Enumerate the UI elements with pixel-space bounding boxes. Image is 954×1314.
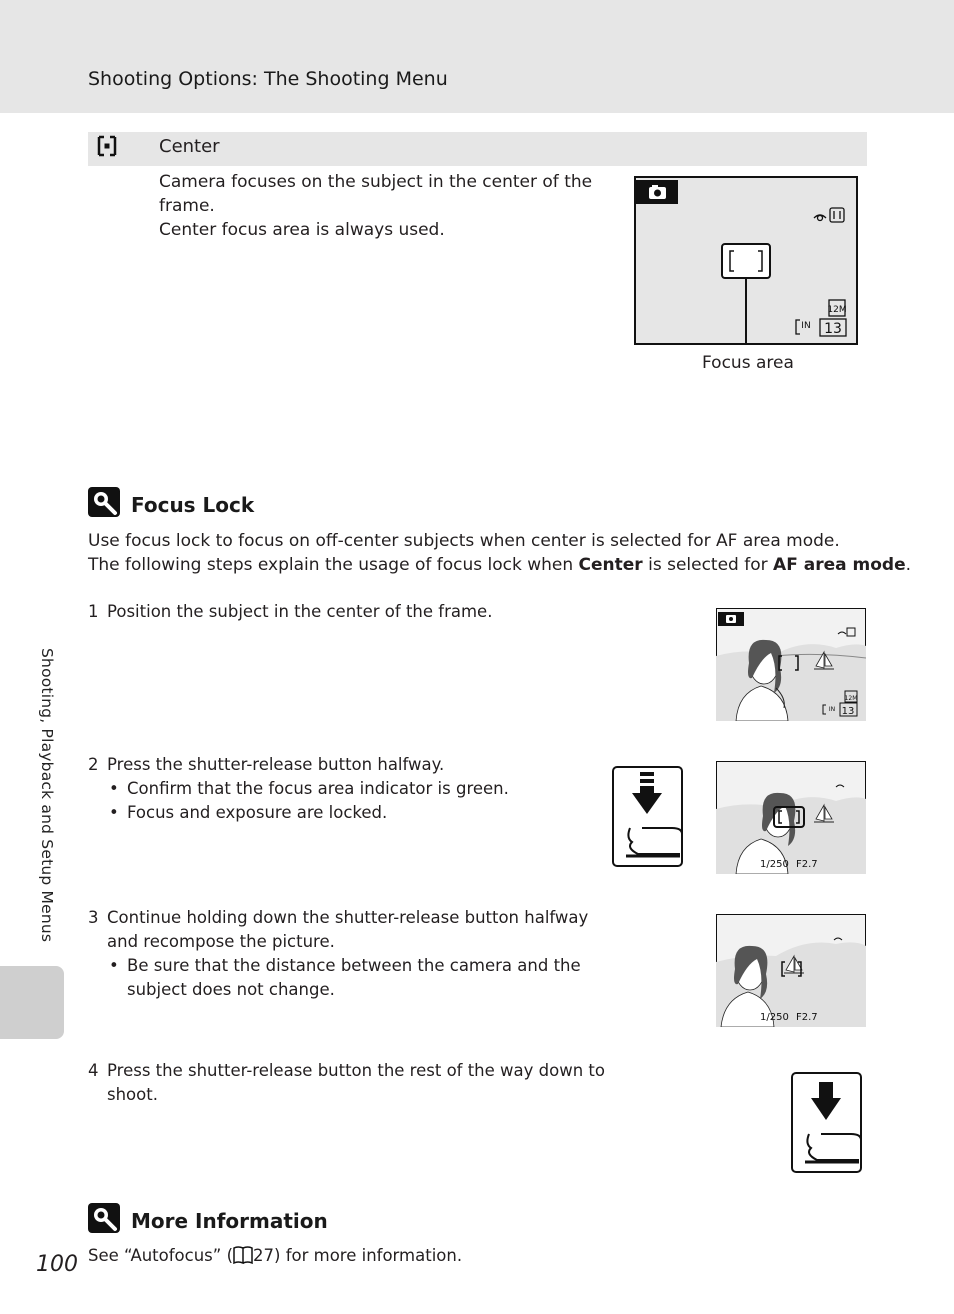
step-2-bullet-2: • Focus and exposure are locked. <box>127 801 387 825</box>
focus-lock-intro-1: Use focus lock to focus on off-center subjects when center is selected for AF area mode. <box>88 531 840 551</box>
step-3-number: 3 <box>88 908 99 927</box>
step-1-memory-readout: IN <box>828 706 836 713</box>
shutter-full-press-icon <box>791 1072 863 1174</box>
step-2-number: 2 <box>88 755 99 774</box>
focus-area-bracket <box>722 244 770 278</box>
memory-readout: IN <box>801 321 811 331</box>
header-band <box>0 0 954 113</box>
page-number: 100 <box>36 1252 78 1277</box>
frames-readout: 13 <box>824 321 842 337</box>
center-description-3: Center focus area is always used. <box>159 220 445 240</box>
step-2-bullet-1: • Confirm that the focus area indicator is green. <box>127 777 509 801</box>
image-size-readout: 12M <box>827 305 847 315</box>
step-2-monitor-image <box>716 761 866 874</box>
step-3-shutter-readout: 1/250 <box>760 1012 789 1023</box>
step-1-text: Position the subject in the center of the frame. <box>107 602 493 621</box>
more-info-note-icon <box>88 1203 120 1233</box>
page-reference-icon <box>233 1246 253 1264</box>
step-4-text-2: shoot. <box>107 1085 158 1104</box>
more-info-heading: More Information <box>131 1209 328 1233</box>
note-icon <box>88 487 120 517</box>
step-3-text-2: and recompose the picture. <box>107 932 335 951</box>
step-1-monitor-image <box>716 608 866 721</box>
step-2-aperture-readout: F2.7 <box>796 859 818 870</box>
step-3-text-1: Continue holding down the shutter-release button halfway <box>107 908 589 927</box>
step-4-number: 4 <box>88 1061 99 1080</box>
focus-lock-intro-2: The following steps explain the usage of focus lock when Center is selected for AF area mode. <box>88 555 912 575</box>
shutter-half-press-icon <box>612 766 684 868</box>
step-2-text: Press the shutter-release button halfway. <box>107 755 445 774</box>
step-3-bullet-1: • Be sure that the distance between the camera and the <box>127 954 581 978</box>
step-4-text-1: Press the shutter-release button the rest of the way down to <box>107 1061 605 1080</box>
af-area-mode-term: AF area mode <box>773 555 906 575</box>
camera-monitor-figure <box>634 176 858 345</box>
side-tab-label: Shooting, Playback and Setup Menus <box>38 648 56 943</box>
step-3-bullet-1-cont: subject does not change. <box>127 980 335 999</box>
focus-area-label: Focus area <box>702 353 794 373</box>
more-info-text: See “Autofocus” ( 27) for more information. <box>88 1246 463 1265</box>
step-1-number: 1 <box>88 602 99 621</box>
center-description-2: frame. <box>159 196 215 216</box>
step-3-aperture-readout: F2.7 <box>796 1012 818 1023</box>
step-1-image-size-readout: 12M <box>844 695 858 702</box>
center-description-1: Camera focuses on the subject in the center of the <box>159 172 593 192</box>
step-2-shutter-readout: 1/250 <box>760 859 789 870</box>
focus-lock-heading: Focus Lock <box>131 493 255 517</box>
page-header-title: Shooting Options: The Shooting Menu <box>88 68 448 90</box>
center-focus-icon <box>96 135 118 157</box>
center-term: Center <box>578 555 643 575</box>
center-option-label: Center <box>159 136 220 157</box>
side-tab <box>0 966 64 1039</box>
step-1-frames-readout: 13 <box>841 706 855 717</box>
step-3-monitor-image <box>716 914 866 1027</box>
